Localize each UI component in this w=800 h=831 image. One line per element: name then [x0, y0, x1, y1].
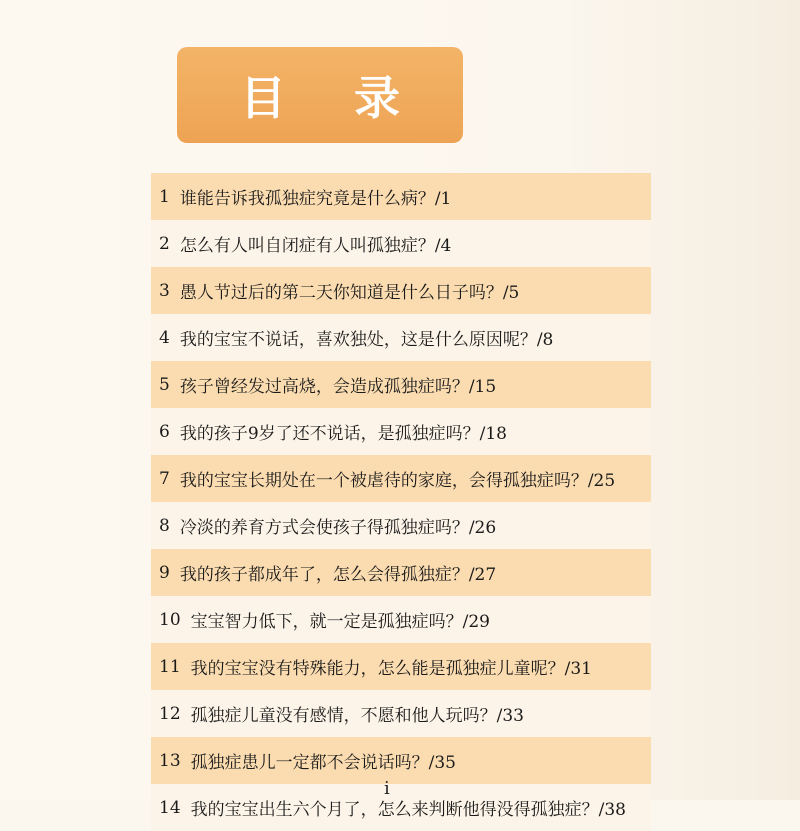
toc-entry[interactable] — [151, 455, 651, 502]
entry-title: 谁能告诉我孤独症究竟是什么病？/1 — [179, 189, 452, 209]
entry-title: 我的宝宝出生六个月了，怎么来判断他得没得孤独症？/38 — [190, 800, 626, 820]
toc-entry[interactable] — [151, 596, 651, 643]
toc-entry[interactable] — [151, 314, 651, 361]
toc-entry[interactable] — [151, 220, 651, 267]
toc-entry[interactable] — [151, 173, 651, 220]
entry-number: 1 — [159, 186, 170, 207]
entry-title: 冷淡的养育方式会使孩子得孤独症吗？/26 — [179, 518, 497, 538]
entry-title: 宝宝智力低下，就一定是孤独症吗？/29 — [190, 612, 490, 632]
toc-entry[interactable] — [151, 502, 651, 549]
toc-entry[interactable] — [151, 408, 651, 455]
entry-number: 7 — [159, 468, 170, 489]
toc-entry[interactable] — [151, 361, 651, 408]
toc-title-banner — [177, 47, 463, 143]
toc-entry[interactable] — [151, 643, 651, 690]
entry-number: 6 — [159, 421, 170, 442]
entry-number: 4 — [159, 327, 170, 348]
entry-title: 孩子曾经发过高烧，会造成孤独症吗？/15 — [179, 377, 497, 397]
entry-title: 孤独症患儿一定都不会说话吗？/35 — [190, 753, 456, 773]
toc-entry[interactable] — [151, 267, 651, 314]
entry-number: 12 — [159, 703, 181, 724]
entry-title: 我的孩子都成年了，怎么会得孤独症？/27 — [179, 565, 497, 585]
entry-title: 我的宝宝长期处在一个被虐待的家庭，会得孤独症吗？/25 — [179, 471, 616, 491]
page-title: 目 录 — [239, 71, 426, 125]
toc-entry[interactable] — [151, 690, 651, 737]
entry-number: 5 — [159, 374, 170, 395]
entry-number: 8 — [159, 515, 170, 536]
entry-title: 孤独症儿童没有感情，不愿和他人玩吗？/33 — [190, 706, 524, 726]
entry-number: 11 — [159, 656, 181, 677]
entry-title: 怎么有人叫自闭症有人叫孤独症？/4 — [179, 236, 452, 256]
page-number: i — [384, 778, 390, 799]
entry-title: 我的宝宝不说话，喜欢独处，这是什么原因呢？/8 — [179, 330, 554, 350]
toc-entry[interactable] — [151, 737, 651, 784]
entry-title: 愚人节过后的第二天你知道是什么日子吗？/5 — [179, 283, 520, 303]
entry-title: 我的宝宝没有特殊能力，怎么能是孤独症儿童呢？/31 — [190, 659, 592, 679]
entry-title: 我的孩子9岁了还不说话，是孤独症吗？/18 — [179, 424, 508, 444]
entry-number: 3 — [159, 280, 170, 301]
entry-number: 2 — [159, 233, 170, 254]
entry-number: 14 — [159, 797, 181, 818]
entry-number: 13 — [159, 750, 181, 771]
entry-number: 10 — [159, 609, 181, 630]
table-of-contents — [151, 173, 651, 831]
toc-entry[interactable] — [151, 549, 651, 596]
toc-entry[interactable] — [151, 784, 651, 831]
entry-number: 9 — [159, 562, 170, 583]
